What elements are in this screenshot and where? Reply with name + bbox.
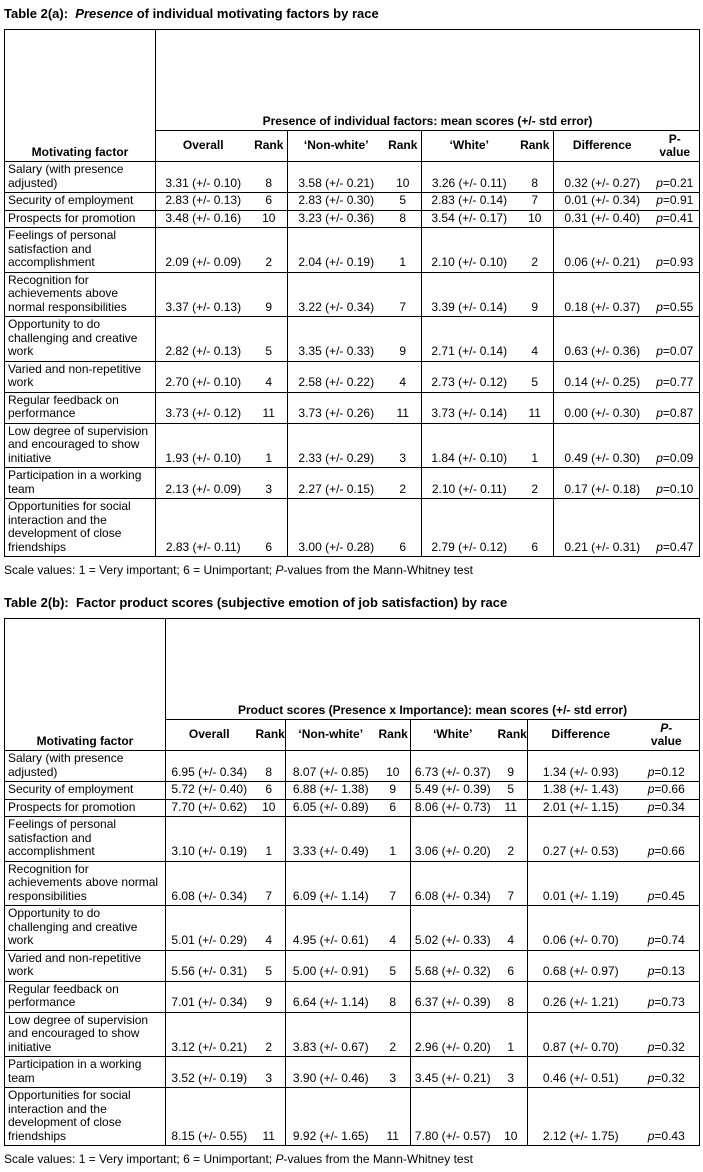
overall-value-cell: 3.12 (+/- 0.21) [166, 1012, 253, 1057]
nonwhite-value-cell: 3.33 (+/- 0.49) [286, 817, 376, 862]
nonwhite-value-cell: 3.23 (+/- 0.36) [288, 210, 385, 228]
white-rank-cell: 7 [517, 193, 554, 211]
p-value-cell: p=0.09 [651, 423, 700, 468]
white-rank-cell: 11 [517, 392, 554, 423]
overall-value-cell: 2.13 (+/- 0.09) [156, 468, 251, 499]
p-value-cell: p=0.45 [634, 861, 700, 906]
footnote-p-symbol: P [275, 1152, 284, 1166]
overall-value-cell: 6.95 (+/- 0.34) [166, 751, 253, 782]
overall-value-cell: 3.37 (+/- 0.13) [156, 272, 251, 317]
difference-cell: 2.12 (+/- 1.75) [528, 1088, 634, 1146]
nonwhite-rank-cell: 4 [376, 906, 411, 951]
difference-cell: 0.01 (+/- 0.34) [554, 193, 651, 211]
footnote-text: Scale values: 1 = Very important; 6 = Unimportant; [4, 563, 276, 577]
table-row [5, 981, 700, 1012]
nonwhite-value-cell: 3.22 (+/- 0.34) [288, 272, 385, 317]
white-rank-cell: 2 [517, 468, 554, 499]
difference-cell: 0.06 (+/- 0.70) [528, 906, 634, 951]
overall-value-cell: 2.83 (+/- 0.11) [156, 499, 251, 557]
white-rank-cell: 4 [495, 906, 528, 951]
white-rank-cell: 4 [517, 317, 554, 362]
factor-cell: Opportunity to do challenging and creative work [5, 906, 166, 951]
col-header-rank: Rank [251, 131, 288, 162]
overall-value-cell: 2.70 (+/- 0.10) [156, 361, 251, 392]
nonwhite-rank-cell: 7 [376, 861, 411, 906]
nonwhite-value-cell: 2.04 (+/- 0.19) [288, 228, 385, 273]
overall-value-cell: 6.08 (+/- 0.34) [166, 861, 253, 906]
nonwhite-value-cell: 2.33 (+/- 0.29) [288, 423, 385, 468]
overall-value-cell: 3.31 (+/- 0.10) [156, 162, 251, 193]
factor-cell: Participation in a working team [5, 1057, 166, 1088]
nonwhite-rank-cell: 8 [385, 210, 422, 228]
nonwhite-value-cell: 3.90 (+/- 0.46) [286, 1057, 376, 1088]
nonwhite-value-cell: 3.73 (+/- 0.26) [288, 392, 385, 423]
factor-cell: Low degree of supervision and encouraged to show initiative [5, 1012, 166, 1057]
title-prefix: Table 2(a): [4, 6, 76, 21]
nonwhite-rank-cell: 11 [376, 1088, 411, 1146]
title-prefix: Table 2(b): [4, 595, 76, 610]
white-value-cell: 2.71 (+/- 0.14) [422, 317, 517, 362]
white-rank-cell: 6 [495, 950, 528, 981]
white-value-cell: 3.45 (+/- 0.21) [411, 1057, 495, 1088]
difference-cell: 0.18 (+/- 0.37) [554, 272, 651, 317]
nonwhite-rank-cell: 5 [385, 193, 422, 211]
footnote-text: Scale values: 1 = Very important; 6 = Unimportant; [4, 1152, 276, 1166]
table-row [5, 817, 700, 862]
overall-value-cell: 3.48 (+/- 0.16) [156, 210, 251, 228]
p-value-header-line2: value [650, 733, 682, 748]
overall-rank-cell: 9 [251, 272, 288, 317]
white-rank-cell: 11 [495, 799, 528, 817]
factor-cell: Prospects for promotion [5, 799, 166, 817]
difference-cell: 0.00 (+/- 0.30) [554, 392, 651, 423]
overall-rank-cell: 11 [253, 1088, 286, 1146]
white-value-cell: 3.06 (+/- 0.20) [411, 817, 495, 862]
white-value-cell: 5.68 (+/- 0.32) [411, 950, 495, 981]
nonwhite-rank-cell: 1 [385, 228, 422, 273]
overall-value-cell: 7.70 (+/- 0.62) [166, 799, 253, 817]
col-header-motivating-factor: Motivating factor [5, 619, 166, 751]
nonwhite-rank-cell: 9 [376, 782, 411, 800]
nonwhite-value-cell: 5.00 (+/- 0.91) [286, 950, 376, 981]
title-rest: of individual motivating factors by race [133, 6, 379, 21]
p-value-cell: p=0.34 [634, 799, 700, 817]
white-value-cell: 5.02 (+/- 0.33) [411, 906, 495, 951]
white-value-cell: 6.37 (+/- 0.39) [411, 981, 495, 1012]
difference-cell: 0.06 (+/- 0.21) [554, 228, 651, 273]
factor-cell: Participation in a working team [5, 468, 156, 499]
p-value-cell: p=0.77 [651, 361, 700, 392]
nonwhite-value-cell: 2.27 (+/- 0.15) [288, 468, 385, 499]
table-row [5, 799, 700, 817]
overall-rank-cell: 10 [251, 210, 288, 228]
nonwhite-value-cell: 2.83 (+/- 0.30) [288, 193, 385, 211]
nonwhite-value-cell: 9.92 (+/- 1.65) [286, 1088, 376, 1146]
white-rank-cell: 8 [495, 981, 528, 1012]
nonwhite-value-cell: 4.95 (+/- 0.61) [286, 906, 376, 951]
table-2b-footnote [4, 1152, 699, 1166]
nonwhite-rank-cell: 11 [385, 392, 422, 423]
nonwhite-rank-cell: 1 [376, 817, 411, 862]
overall-rank-cell: 4 [251, 361, 288, 392]
title-rest: Factor product scores (subjective emotion of job satisfaction) by race [75, 595, 508, 610]
difference-cell: 0.87 (+/- 0.70) [528, 1012, 634, 1057]
overall-value-cell: 1.93 (+/- 0.10) [156, 423, 251, 468]
p-value-cell: p=0.41 [651, 210, 700, 228]
table-row [5, 499, 700, 557]
nonwhite-rank-cell: 3 [385, 423, 422, 468]
factor-cell: Feelings of personal satisfaction and accomplishment [5, 817, 166, 862]
white-rank-cell: 10 [517, 210, 554, 228]
factor-cell: Regular feedback on performance [5, 392, 156, 423]
factor-cell: Opportunity to do challenging and creative work [5, 317, 156, 362]
col-header-rank: Rank [385, 131, 422, 162]
table-2b-title [4, 594, 699, 611]
white-value-cell: 2.79 (+/- 0.12) [422, 499, 517, 557]
overall-rank-cell: 6 [251, 193, 288, 211]
overall-value-cell: 5.56 (+/- 0.31) [166, 950, 253, 981]
span-header: Product scores (Presence x Importance): mean scores (+/- std error) [237, 702, 628, 717]
white-value-cell: 2.83 (+/- 0.14) [422, 193, 517, 211]
difference-cell: 2.01 (+/- 1.15) [528, 799, 634, 817]
factor-cell: Salary (with presence adjusted) [5, 162, 156, 193]
p-value-cell: p=0.93 [651, 228, 700, 273]
overall-value-cell: 2.83 (+/- 0.13) [156, 193, 251, 211]
col-header-rank: Rank [376, 720, 411, 751]
white-rank-cell: 8 [517, 162, 554, 193]
col-header-nonwhite: ‘Non-white’ [288, 131, 385, 162]
overall-rank-cell: 3 [251, 468, 288, 499]
factor-cell: Security of employment [5, 193, 156, 211]
nonwhite-rank-cell: 4 [385, 361, 422, 392]
difference-cell: 0.26 (+/- 1.21) [528, 981, 634, 1012]
p-value-cell: p=0.21 [651, 162, 700, 193]
p-value-cell: p=0.74 [634, 906, 700, 951]
overall-rank-cell: 8 [251, 162, 288, 193]
table-row [5, 317, 700, 362]
table-row [5, 1057, 700, 1088]
nonwhite-rank-cell: 2 [376, 1012, 411, 1057]
overall-rank-cell: 10 [253, 799, 286, 817]
overall-rank-cell: 6 [253, 782, 286, 800]
table-row [5, 423, 700, 468]
white-value-cell: 6.73 (+/- 0.37) [411, 751, 495, 782]
overall-value-cell: 7.01 (+/- 0.34) [166, 981, 253, 1012]
white-value-cell: 2.10 (+/- 0.11) [422, 468, 517, 499]
col-header-p-value [634, 720, 700, 751]
overall-rank-cell: 9 [253, 981, 286, 1012]
white-value-cell: 1.84 (+/- 0.10) [422, 423, 517, 468]
title-italic-word: Presence [75, 6, 134, 21]
difference-cell: 0.63 (+/- 0.36) [554, 317, 651, 362]
p-value-cell: p=0.73 [634, 981, 700, 1012]
overall-value-cell: 2.82 (+/- 0.13) [156, 317, 251, 362]
white-value-cell: 3.54 (+/- 0.17) [422, 210, 517, 228]
table-row [5, 950, 700, 981]
white-value-cell: 3.73 (+/- 0.14) [422, 392, 517, 423]
overall-rank-cell: 5 [253, 950, 286, 981]
overall-rank-cell: 2 [253, 1012, 286, 1057]
col-header-overall: Overall [156, 131, 251, 162]
table-row [5, 1012, 700, 1057]
white-rank-cell: 3 [495, 1057, 528, 1088]
p-value-cell: p=0.43 [634, 1088, 700, 1146]
nonwhite-rank-cell: 7 [385, 272, 422, 317]
col-header-difference: Difference [528, 720, 634, 751]
p-value-cell: p=0.47 [651, 499, 700, 557]
white-value-cell: 7.80 (+/- 0.57) [411, 1088, 495, 1146]
table-row [5, 906, 700, 951]
col-header-motivating-factor: Motivating factor [5, 30, 156, 162]
white-value-cell: 8.06 (+/- 0.73) [411, 799, 495, 817]
p-value-cell: p=0.07 [651, 317, 700, 362]
footnote-text: -values from the Mann-Whitney test [283, 1152, 473, 1166]
overall-rank-cell: 1 [251, 423, 288, 468]
p-value-header-line2: value [659, 144, 691, 159]
nonwhite-rank-cell: 6 [385, 499, 422, 557]
overall-value-cell: 5.72 (+/- 0.40) [166, 782, 253, 800]
table-2a [4, 29, 700, 557]
factor-cell: Feelings of personal satisfaction and accomplishment [5, 228, 156, 273]
overall-rank-cell: 6 [251, 499, 288, 557]
table-2b [4, 618, 700, 1146]
table-row [5, 619, 700, 720]
table-row [5, 1088, 700, 1146]
overall-rank-cell: 4 [253, 906, 286, 951]
p-value-cell: p=0.66 [634, 817, 700, 862]
p-value-cell: p=0.13 [634, 950, 700, 981]
difference-cell: 0.27 (+/- 0.53) [528, 817, 634, 862]
white-rank-cell: 9 [517, 272, 554, 317]
white-value-cell: 2.73 (+/- 0.12) [422, 361, 517, 392]
overall-value-cell: 3.73 (+/- 0.12) [156, 392, 251, 423]
table-row [5, 361, 700, 392]
nonwhite-value-cell: 3.58 (+/- 0.21) [288, 162, 385, 193]
col-header-white: ‘White’ [422, 131, 517, 162]
difference-cell: 0.21 (+/- 0.31) [554, 499, 651, 557]
nonwhite-rank-cell: 10 [376, 751, 411, 782]
table-row [5, 162, 700, 193]
overall-value-cell: 3.52 (+/- 0.19) [166, 1057, 253, 1088]
factor-cell: Varied and non-repetitive work [5, 950, 166, 981]
factor-cell: Low degree of supervision and encouraged to show initiative [5, 423, 156, 468]
white-value-cell: 3.26 (+/- 0.11) [422, 162, 517, 193]
factor-cell: Recognition for achievements above normal responsibilities [5, 272, 156, 317]
overall-rank-cell: 3 [253, 1057, 286, 1088]
nonwhite-rank-cell: 6 [376, 799, 411, 817]
nonwhite-rank-cell: 9 [385, 317, 422, 362]
nonwhite-value-cell: 8.07 (+/- 0.85) [286, 751, 376, 782]
p-value-cell: p=0.87 [651, 392, 700, 423]
table-row [5, 468, 700, 499]
p-value-cell: p=0.32 [634, 1057, 700, 1088]
overall-value-cell: 8.15 (+/- 0.55) [166, 1088, 253, 1146]
white-rank-cell: 7 [495, 861, 528, 906]
p-value-cell: p=0.10 [651, 468, 700, 499]
factor-cell: Prospects for promotion [5, 210, 156, 228]
nonwhite-rank-cell: 2 [385, 468, 422, 499]
difference-cell: 0.32 (+/- 0.27) [554, 162, 651, 193]
white-value-cell: 5.49 (+/- 0.39) [411, 782, 495, 800]
overall-value-cell: 3.10 (+/- 0.19) [166, 817, 253, 862]
white-value-cell: 3.39 (+/- 0.14) [422, 272, 517, 317]
p-value-cell: p=0.91 [651, 193, 700, 211]
p-value-cell: p=0.12 [634, 751, 700, 782]
p-value-cell: p=0.32 [634, 1012, 700, 1057]
white-rank-cell: 1 [517, 423, 554, 468]
nonwhite-value-cell: 3.83 (+/- 0.67) [286, 1012, 376, 1057]
table-row [5, 861, 700, 906]
table-row [5, 272, 700, 317]
table-row [5, 751, 700, 782]
white-rank-cell: 9 [495, 751, 528, 782]
table-row [5, 392, 700, 423]
nonwhite-value-cell: 6.88 (+/- 1.38) [286, 782, 376, 800]
factor-cell: Security of employment [5, 782, 166, 800]
footnote-text: -values from the Mann-Whitney test [283, 563, 473, 577]
white-rank-cell: 5 [517, 361, 554, 392]
span-header: Presence of individual factors: mean scores (+/- std error) [262, 113, 593, 128]
col-header-difference: Difference [554, 131, 651, 162]
p-value-cell: p=0.66 [634, 782, 700, 800]
col-header-rank: Rank [253, 720, 286, 751]
overall-rank-cell: 8 [253, 751, 286, 782]
difference-cell: 0.17 (+/- 0.18) [554, 468, 651, 499]
nonwhite-value-cell: 2.58 (+/- 0.22) [288, 361, 385, 392]
difference-cell: 1.34 (+/- 0.93) [528, 751, 634, 782]
table-2a-title [4, 5, 699, 22]
factor-cell: Salary (with presence adjusted) [5, 751, 166, 782]
white-value-cell: 2.10 (+/- 0.10) [422, 228, 517, 273]
factor-cell: Opportunities for social interaction and the development of close friendships [5, 499, 156, 557]
footnote-p-symbol: P [275, 563, 284, 577]
nonwhite-value-cell: 3.00 (+/- 0.28) [288, 499, 385, 557]
white-rank-cell: 1 [495, 1012, 528, 1057]
col-header-overall: Overall [166, 720, 253, 751]
difference-cell: 0.49 (+/- 0.30) [554, 423, 651, 468]
overall-value-cell: 2.09 (+/- 0.09) [156, 228, 251, 273]
overall-rank-cell: 11 [251, 392, 288, 423]
overall-value-cell: 5.01 (+/- 0.29) [166, 906, 253, 951]
p-value-header-line1: P- [660, 720, 673, 735]
white-rank-cell: 6 [517, 499, 554, 557]
nonwhite-value-cell: 6.64 (+/- 1.14) [286, 981, 376, 1012]
nonwhite-rank-cell: 10 [385, 162, 422, 193]
white-value-cell: 6.08 (+/- 0.34) [411, 861, 495, 906]
difference-cell: 0.46 (+/- 0.51) [528, 1057, 634, 1088]
factor-cell: Recognition for achievements above normal responsibilities [5, 861, 166, 906]
col-header-nonwhite: ‘Non-white’ [286, 720, 376, 751]
col-header-white: ‘White’ [411, 720, 495, 751]
nonwhite-value-cell: 6.09 (+/- 1.14) [286, 861, 376, 906]
table-2a-footnote [4, 563, 699, 577]
col-header-rank: Rank [495, 720, 528, 751]
table-row [5, 782, 700, 800]
col-header-rank: Rank [517, 131, 554, 162]
table-row [5, 30, 700, 131]
overall-rank-cell: 1 [253, 817, 286, 862]
table-row [5, 228, 700, 273]
difference-cell: 1.38 (+/- 1.43) [528, 782, 634, 800]
nonwhite-rank-cell: 8 [376, 981, 411, 1012]
white-rank-cell: 2 [495, 817, 528, 862]
factor-cell: Opportunities for social interaction and the development of close friendships [5, 1088, 166, 1146]
factor-cell: Varied and non-repetitive work [5, 361, 156, 392]
p-value-cell: p=0.55 [651, 272, 700, 317]
table-row [5, 210, 700, 228]
white-value-cell: 2.96 (+/- 0.20) [411, 1012, 495, 1057]
col-header-p-value [651, 131, 700, 162]
nonwhite-value-cell: 6.05 (+/- 0.89) [286, 799, 376, 817]
nonwhite-value-cell: 3.35 (+/- 0.33) [288, 317, 385, 362]
nonwhite-rank-cell: 5 [376, 950, 411, 981]
overall-rank-cell: 2 [251, 228, 288, 273]
difference-cell: 0.01 (+/- 1.19) [528, 861, 634, 906]
difference-cell: 0.31 (+/- 0.40) [554, 210, 651, 228]
factor-cell: Regular feedback on performance [5, 981, 166, 1012]
difference-cell: 0.68 (+/- 0.97) [528, 950, 634, 981]
nonwhite-rank-cell: 3 [376, 1057, 411, 1088]
table-row [5, 193, 700, 211]
difference-cell: 0.14 (+/- 0.25) [554, 361, 651, 392]
white-rank-cell: 5 [495, 782, 528, 800]
white-rank-cell: 2 [517, 228, 554, 273]
overall-rank-cell: 5 [251, 317, 288, 362]
overall-rank-cell: 7 [253, 861, 286, 906]
p-value-header-line1: P- [668, 131, 681, 146]
white-rank-cell: 10 [495, 1088, 528, 1146]
